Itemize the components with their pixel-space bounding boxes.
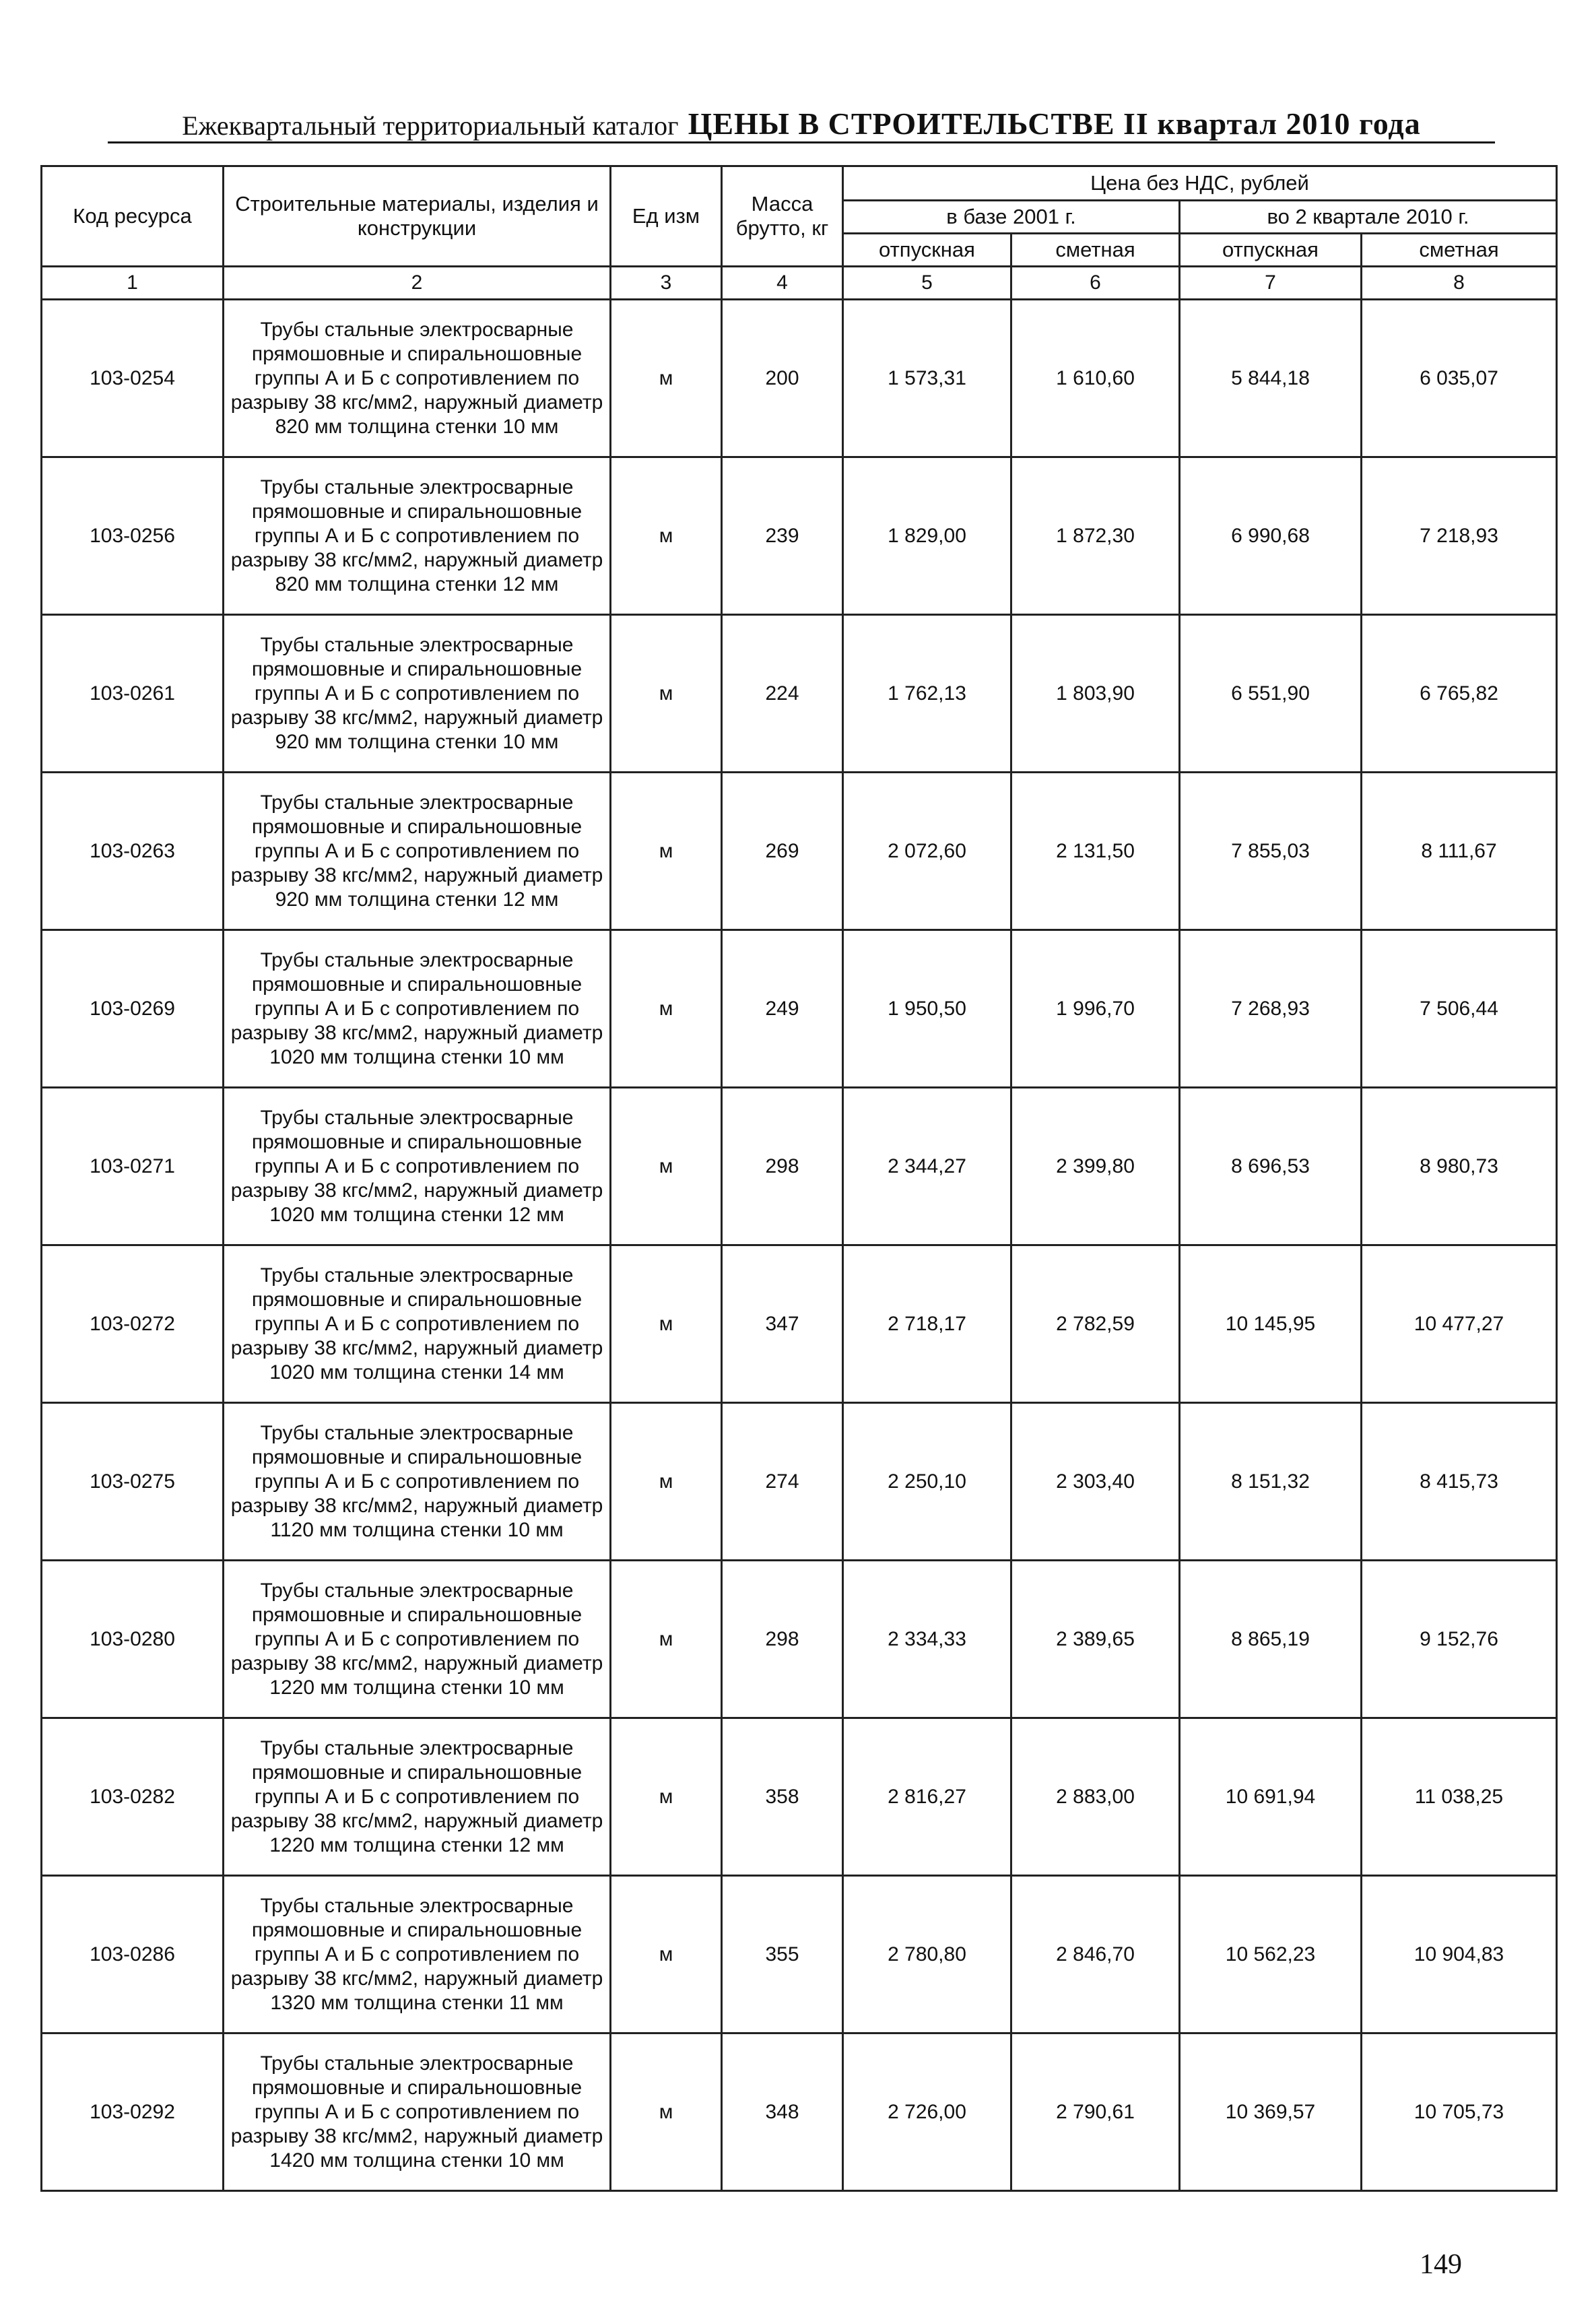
resource-code: 103-0282 [42, 1718, 224, 1876]
price-base-release: 2 250,10 [843, 1403, 1011, 1561]
price-base-estimate: 2 399,80 [1011, 1088, 1180, 1245]
resource-code: 103-0254 [42, 300, 224, 457]
price-base-release: 2 344,27 [843, 1088, 1011, 1245]
price-base-release: 2 718,17 [843, 1245, 1011, 1403]
table-row [42, 1088, 1557, 1245]
price-base-estimate: 1 872,30 [1011, 457, 1180, 615]
header-code: Код ресурса [42, 166, 224, 267]
price-q2-estimate: 7 218,93 [1362, 457, 1557, 615]
unit: м [611, 457, 722, 615]
column-number: 4 [722, 267, 843, 300]
column-number: 6 [1011, 267, 1180, 300]
table-row [42, 1403, 1557, 1561]
gross-mass: 224 [722, 615, 843, 773]
price-q2-estimate: 6 765,82 [1362, 615, 1557, 773]
table-row [42, 1876, 1557, 2033]
unit: м [611, 2033, 722, 2191]
gross-mass: 348 [722, 2033, 843, 2191]
price-base-release: 2 726,00 [843, 2033, 1011, 2191]
table-row [42, 1561, 1557, 1718]
unit: м [611, 1561, 722, 1718]
gross-mass: 200 [722, 300, 843, 457]
price-q2-release: 10 145,95 [1180, 1245, 1362, 1403]
price-q2-estimate: 7 506,44 [1362, 930, 1557, 1088]
price-base-estimate: 2 846,70 [1011, 1876, 1180, 2033]
price-q2-release: 8 151,32 [1180, 1403, 1362, 1561]
gross-mass: 274 [722, 1403, 843, 1561]
table-row [42, 1718, 1557, 1876]
unit: м [611, 615, 722, 773]
header-q2-estimate: сметная [1362, 234, 1557, 267]
header-mass: Масса брутто, кг [722, 166, 843, 267]
price-q2-release: 6 551,90 [1180, 615, 1362, 773]
material-name: Трубы стальные электросварные прямошовные и спиральношовные группы А и Б с сопротивлением по разрыву 38 кгс/мм2, наружный диаметр 1020 мм толщина стенки 12 мм [224, 1088, 611, 1245]
table-row [42, 2033, 1557, 2191]
resource-code: 103-0272 [42, 1245, 224, 1403]
material-name: Трубы стальные электросварные прямошовные и спиральношовные группы А и Б с сопротивлением по разрыву 38 кгс/мм2, наружный диаметр 1020 мм толщина стенки 14 мм [224, 1245, 611, 1403]
material-name: Трубы стальные электросварные прямошовные и спиральношовные группы А и Б с сопротивлением по разрыву 38 кгс/мм2, наружный диаметр 820 мм толщина стенки 10 мм [224, 300, 611, 457]
material-name: Трубы стальные электросварные прямошовные и спиральношовные группы А и Б с сопротивлением по разрыву 38 кгс/мм2, наружный диаметр 1320 мм толщина стенки 11 мм [224, 1876, 611, 2033]
header-title: ЦЕНЫ В СТРОИТЕЛЬСТВЕ II квартал 2010 года [688, 106, 1421, 141]
price-q2-estimate: 11 038,25 [1362, 1718, 1557, 1876]
resource-code: 103-0280 [42, 1561, 224, 1718]
gross-mass: 355 [722, 1876, 843, 2033]
unit: м [611, 1718, 722, 1876]
price-base-release: 2 334,33 [843, 1561, 1011, 1718]
header-price-group: Цена без НДС, рублей [843, 166, 1557, 201]
unit: м [611, 300, 722, 457]
header-prefix: Ежеквартальный территориальный каталог [182, 110, 679, 141]
price-base-release: 1 950,50 [843, 930, 1011, 1088]
price-q2-release: 8 865,19 [1180, 1561, 1362, 1718]
price-base-release: 2 780,80 [843, 1876, 1011, 2033]
gross-mass: 347 [722, 1245, 843, 1403]
material-name: Трубы стальные электросварные прямошовные и спиральношовные группы А и Б с сопротивлением по разрыву 38 кгс/мм2, наружный диаметр 920 мм толщина стенки 12 мм [224, 773, 611, 930]
table-row [42, 615, 1557, 773]
column-number-row [42, 267, 1557, 300]
price-table [40, 165, 1558, 2192]
price-q2-release: 7 268,93 [1180, 930, 1362, 1088]
price-base-estimate: 2 389,65 [1011, 1561, 1180, 1718]
unit: м [611, 1403, 722, 1561]
unit: м [611, 1876, 722, 2033]
gross-mass: 298 [722, 1561, 843, 1718]
header-unit: Ед изм [611, 166, 722, 267]
price-base-estimate: 1 610,60 [1011, 300, 1180, 457]
price-q2-release: 5 844,18 [1180, 300, 1362, 457]
price-q2-estimate: 8 111,67 [1362, 773, 1557, 930]
unit: м [611, 930, 722, 1088]
price-base-estimate: 2 790,61 [1011, 2033, 1180, 2191]
table-row [42, 300, 1557, 457]
table-row [42, 457, 1557, 615]
price-q2-estimate: 8 980,73 [1362, 1088, 1557, 1245]
unit: м [611, 773, 722, 930]
unit: м [611, 1245, 722, 1403]
price-q2-release: 8 696,53 [1180, 1088, 1362, 1245]
price-base-estimate: 1 803,90 [1011, 615, 1180, 773]
price-base-release: 2 072,60 [843, 773, 1011, 930]
price-base-estimate: 2 131,50 [1011, 773, 1180, 930]
price-q2-release: 10 691,94 [1180, 1718, 1362, 1876]
column-number: 3 [611, 267, 722, 300]
page-header [108, 100, 1495, 143]
header-base-release: отпускная [843, 234, 1011, 267]
table-row [42, 773, 1557, 930]
gross-mass: 239 [722, 457, 843, 615]
resource-code: 103-0271 [42, 1088, 224, 1245]
material-name: Трубы стальные электросварные прямошовные и спиральношовные группы А и Б с сопротивлением по разрыву 38 кгс/мм2, наружный диаметр 1220 мм толщина стенки 10 мм [224, 1561, 611, 1718]
price-base-release: 1 762,13 [843, 615, 1011, 773]
unit: м [611, 1088, 722, 1245]
price-base-release: 1 573,31 [843, 300, 1011, 457]
price-base-estimate: 2 883,00 [1011, 1718, 1180, 1876]
resource-code: 103-0261 [42, 615, 224, 773]
resource-code: 103-0286 [42, 1876, 224, 2033]
price-base-estimate: 1 996,70 [1011, 930, 1180, 1088]
header-base-2001: в базе 2001 г. [843, 201, 1180, 234]
column-number: 1 [42, 267, 224, 300]
header-q2-release: отпускная [1180, 234, 1362, 267]
resource-code: 103-0269 [42, 930, 224, 1088]
price-q2-estimate: 10 477,27 [1362, 1245, 1557, 1403]
gross-mass: 358 [722, 1718, 843, 1876]
column-number: 7 [1180, 267, 1362, 300]
price-q2-release: 10 562,23 [1180, 1876, 1362, 2033]
price-q2-estimate: 8 415,73 [1362, 1403, 1557, 1561]
material-name: Трубы стальные электросварные прямошовные и спиральношовные группы А и Б с сопротивлением по разрыву 38 кгс/мм2, наружный диаметр 1420 мм толщина стенки 10 мм [224, 2033, 611, 2191]
price-q2-estimate: 6 035,07 [1362, 300, 1557, 457]
resource-code: 103-0292 [42, 2033, 224, 2191]
header-base-estimate: сметная [1011, 234, 1180, 267]
resource-code: 103-0263 [42, 773, 224, 930]
material-name: Трубы стальные электросварные прямошовные и спиральношовные группы А и Б с сопротивлением по разрыву 38 кгс/мм2, наружный диаметр 920 мм толщина стенки 10 мм [224, 615, 611, 773]
table-row [42, 1245, 1557, 1403]
price-base-estimate: 2 782,59 [1011, 1245, 1180, 1403]
price-base-release: 1 829,00 [843, 457, 1011, 615]
table-row [42, 930, 1557, 1088]
resource-code: 103-0275 [42, 1403, 224, 1561]
column-number: 2 [224, 267, 611, 300]
material-name: Трубы стальные электросварные прямошовные и спиральношовные группы А и Б с сопротивлением по разрыву 38 кгс/мм2, наружный диаметр 1220 мм толщина стенки 12 мм [224, 1718, 611, 1876]
gross-mass: 298 [722, 1088, 843, 1245]
header-name: Строительные материалы, изделия и конструкции [224, 166, 611, 267]
price-q2-estimate: 10 904,83 [1362, 1876, 1557, 2033]
price-q2-estimate: 10 705,73 [1362, 2033, 1557, 2191]
gross-mass: 249 [722, 930, 843, 1088]
price-q2-release: 6 990,68 [1180, 457, 1362, 615]
page-number: 149 [1420, 2249, 1462, 2280]
material-name: Трубы стальные электросварные прямошовные и спиральношовные группы А и Б с сопротивлением по разрыву 38 кгс/мм2, наружный диаметр 820 мм толщина стенки 12 мм [224, 457, 611, 615]
price-q2-release: 7 855,03 [1180, 773, 1362, 930]
header-q2-2010: во 2 квартале 2010 г. [1180, 201, 1557, 234]
price-base-estimate: 2 303,40 [1011, 1403, 1180, 1561]
price-base-release: 2 816,27 [843, 1718, 1011, 1876]
price-q2-estimate: 9 152,76 [1362, 1561, 1557, 1718]
resource-code: 103-0256 [42, 457, 224, 615]
material-name: Трубы стальные электросварные прямошовные и спиральношовные группы А и Б с сопротивлением по разрыву 38 кгс/мм2, наружный диаметр 1020 мм толщина стенки 10 мм [224, 930, 611, 1088]
column-number: 8 [1362, 267, 1557, 300]
gross-mass: 269 [722, 773, 843, 930]
price-q2-release: 10 369,57 [1180, 2033, 1362, 2191]
column-number: 5 [843, 267, 1011, 300]
material-name: Трубы стальные электросварные прямошовные и спиральношовные группы А и Б с сопротивлением по разрыву 38 кгс/мм2, наружный диаметр 1120 мм толщина стенки 10 мм [224, 1403, 611, 1561]
